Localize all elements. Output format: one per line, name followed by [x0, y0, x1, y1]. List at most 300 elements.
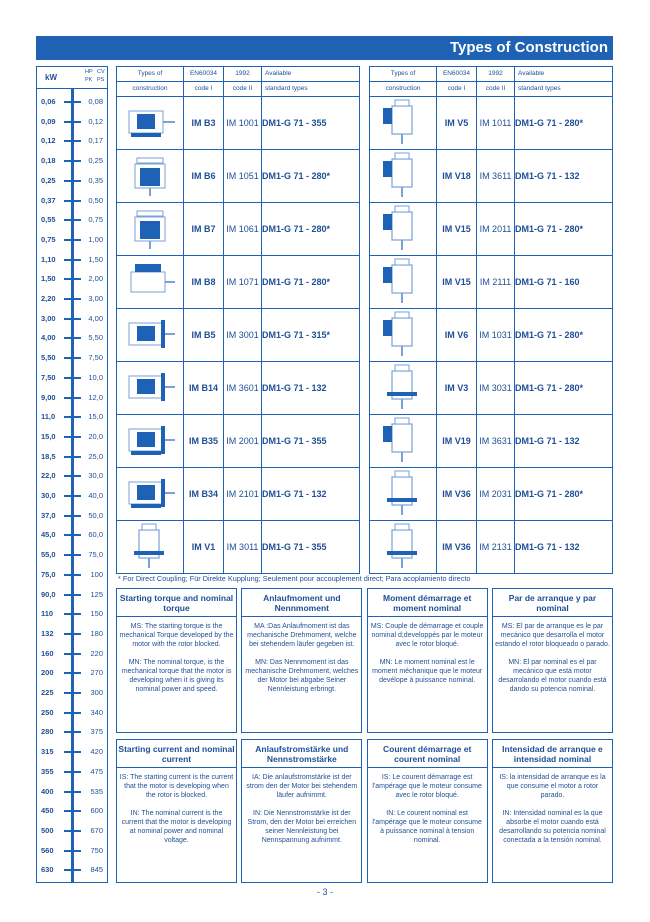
scale-row	[37, 432, 107, 442]
code-en60034: IM B35	[184, 415, 224, 468]
standard-types: DM1-G 71 - 280*	[262, 203, 360, 256]
construction-row	[117, 362, 360, 415]
standard-types: DM1-G 71 - 132	[515, 150, 613, 203]
definition-title: Anlaufstromstärke und Nennstromstärke	[242, 740, 361, 768]
scale-hp-value: 535	[90, 786, 103, 796]
scale-tick	[64, 495, 81, 497]
scale-kw-value: 37,0	[41, 510, 56, 520]
scale-kw-value: 2,20	[41, 294, 56, 303]
construction-row	[117, 521, 360, 574]
standard-types: DM1-G 71 - 355	[262, 415, 360, 468]
scale-kw-value: 0,09	[41, 116, 56, 126]
scale-tick	[64, 594, 81, 596]
definition-paragraph: MS: El par de arranque es le par mecánico que desarrolla el motor estando el rotor bloqueado o parado.	[495, 623, 610, 648]
definition-body	[242, 768, 361, 882]
scale-row	[37, 865, 107, 875]
scale-row	[37, 333, 107, 343]
construction-table-right	[369, 66, 613, 574]
scale-tick	[64, 357, 81, 359]
code-1992: IM 2111	[477, 256, 515, 309]
code-1992: IM 3031	[477, 362, 515, 415]
scale-tick	[64, 416, 81, 418]
scale-hp-value: 1,50	[88, 254, 103, 264]
code-en60034: IM B6	[184, 150, 224, 203]
scale-tick	[64, 298, 81, 300]
flange-motor-icon	[117, 309, 183, 361]
torque-definitions	[116, 588, 613, 733]
scale-kw-value: 0,55	[41, 215, 56, 225]
scale-hp-value: 670	[90, 825, 103, 835]
standard-types: DM1-G 71 - 132	[262, 468, 360, 521]
scale-tick	[64, 712, 81, 714]
scale-kw-value: 0,37	[41, 195, 56, 205]
scale-row	[37, 590, 107, 600]
header-types-of: Types of	[117, 67, 184, 82]
definition-paragraph: MS: Couple de démarrage et couple nominal d;developpés par le moteur avec le rotor bloqué.	[370, 623, 484, 648]
definition-paragraph: IN: Le courent nominal est l'ampérage que le moteur consume à puissance nominal à tension nominal.	[372, 810, 482, 844]
code-en60034: IM V18	[437, 150, 477, 203]
scale-kw-value: 560	[41, 845, 54, 855]
code-en60034: IM V6	[437, 309, 477, 362]
scale-row	[37, 117, 107, 127]
scale-hp-value: 420	[90, 747, 103, 757]
standard-types: DM1-G 71 - 355	[262, 521, 360, 574]
scale-tick	[64, 554, 81, 556]
foot-motor-icon	[117, 97, 183, 149]
scale-tick	[64, 534, 81, 536]
scale-row	[37, 787, 107, 797]
header-standard: standard types	[515, 82, 613, 97]
scale-hp-value: 12,0	[88, 392, 103, 402]
construction-row	[370, 362, 613, 415]
definition-box	[241, 588, 362, 733]
foot-face-motor-icon	[117, 468, 183, 520]
definition-paragraph: IS: la intensidad de arranque es la que consume el motor a rotor parado.	[499, 774, 606, 799]
definition-title: Intensidad de arranque e intensidad nominal	[493, 740, 612, 768]
wall-motor-icon	[117, 203, 183, 255]
scale-hp-value: 300	[90, 688, 103, 697]
power-conversion-scale	[36, 66, 108, 883]
scale-hp-value: 7,50	[88, 353, 103, 363]
scale-row	[37, 806, 107, 816]
construction-row	[117, 150, 360, 203]
scale-hp-value: 15,0	[88, 412, 103, 422]
code-1992: IM 2011	[477, 203, 515, 256]
construction-row	[117, 309, 360, 362]
scale-kw-value: 132	[41, 628, 54, 638]
scale-hp-value: 220	[90, 648, 103, 658]
scale-kw-value: 22,0	[41, 471, 56, 481]
code-1992: IM 1001	[224, 97, 262, 150]
scale-hp-value: 75,0	[88, 550, 103, 560]
scale-tick	[64, 436, 81, 438]
scale-row	[37, 826, 107, 836]
standard-types: DM1-G 71 - 132	[515, 415, 613, 468]
scale-row	[37, 747, 107, 757]
code-1992: IM 2001	[224, 415, 262, 468]
header-year: 1992	[477, 67, 515, 82]
scale-row	[37, 314, 107, 324]
vertical-flange-motor-icon	[370, 362, 436, 414]
construction-row	[117, 256, 360, 309]
scale-hp-value: 125	[90, 589, 103, 599]
definition-title: Starting current and nominal current	[117, 740, 236, 768]
scale-hp-value: 340	[90, 707, 103, 717]
code-1992: IM 1071	[224, 256, 262, 309]
scale-tick	[64, 160, 81, 162]
scale-unit-hp: HP	[85, 69, 93, 75]
scale-kw-value: 250	[41, 707, 54, 717]
definition-paragraph: IN: Die Nennstromstärke ist der Strom, den der Motor bei erreichen seiner Nennleistung bei Nennspannung aufnimmt.	[247, 810, 357, 844]
code-en60034: IM V3	[437, 362, 477, 415]
header-code1: code I	[437, 82, 477, 97]
standard-types: DM1-G 71 - 160	[515, 256, 613, 309]
construction-row	[370, 521, 613, 574]
scale-tick	[64, 456, 81, 458]
definition-title: Anlaufmoment und Nennmoment	[242, 589, 361, 617]
scale-row	[37, 136, 107, 146]
scale-kw-value: 0,12	[41, 136, 56, 146]
scale-hp-value: 20,0	[88, 431, 103, 441]
vertical-motor-icon	[370, 415, 436, 467]
header-available: Available	[262, 67, 360, 82]
scale-tick	[64, 731, 81, 733]
wall-motor-icon	[117, 150, 183, 202]
scale-kw-value: 30,0	[41, 491, 56, 500]
definition-paragraph: MA :Das Anlaufmoment ist das mechanische Drehmoment, welche bei stehendem läufer gegeben ist.	[247, 623, 357, 648]
scale-tick	[64, 180, 81, 182]
header-types-of: Types of	[370, 67, 437, 82]
scale-row	[37, 274, 107, 284]
definition-paragraph: MN: The nominal torque, is the mechanical torque that the motor is developing when it is giving its nominal power and speed.	[121, 659, 232, 693]
scale-hp-value: 30,0	[88, 471, 103, 481]
page-title: Types of Construction	[36, 36, 613, 60]
ceiling-motor-icon	[117, 256, 183, 308]
header-standard: standard types	[262, 82, 360, 97]
header-en: EN60034	[184, 67, 224, 82]
scale-hp-value: 0,12	[88, 116, 103, 126]
header-en: EN60034	[437, 67, 477, 82]
definition-box	[367, 739, 488, 883]
code-en60034: IM V15	[437, 256, 477, 309]
footnote: * For Direct Coupling; Für Direkte Kupplung; Seulement pour accouplement direct; Para acoplamiento directo	[118, 574, 471, 583]
scale-row	[37, 530, 107, 540]
definition-paragraph: IS: Le courent démarrage est l'ampérage que le moteur consume avec le rotor bloqué.	[372, 774, 482, 799]
scale-tick	[64, 830, 81, 832]
scale-row	[37, 353, 107, 363]
definition-title: Moment démarrage et moment nominal	[368, 589, 487, 617]
header-code2: code II	[477, 82, 515, 97]
standard-types: DM1-G 71 - 280*	[262, 150, 360, 203]
scale-hp-value: 475	[90, 766, 103, 776]
definition-box	[116, 739, 237, 883]
definition-title: Courent démarrage et courent nominal	[368, 740, 487, 768]
definition-paragraph: MS: The starting torque is the mechanical Torque developed by the motor with the rotor blocked.	[119, 623, 234, 648]
scale-unit-pk: PK	[85, 77, 93, 83]
scale-tick	[64, 771, 81, 773]
scale-tick	[64, 397, 81, 399]
scale-tick	[64, 515, 81, 517]
scale-row	[37, 471, 107, 481]
scale-kw-value: 0,25	[41, 175, 56, 185]
standard-types: DM1-G 71 - 280*	[515, 309, 613, 362]
scale-row	[37, 846, 107, 856]
vertical-flange-motor-icon	[370, 521, 436, 573]
scale-row	[37, 452, 107, 462]
scale-hp-value: 10,0	[88, 372, 103, 382]
scale-kw-value: 7,50	[41, 372, 56, 382]
standard-types: DM1-G 71 - 280*	[515, 203, 613, 256]
construction-row	[117, 468, 360, 521]
header-construction: construction	[117, 82, 184, 97]
scale-tick	[64, 337, 81, 339]
definition-box	[241, 739, 362, 883]
definition-paragraph: MN: Le moment nominal est le moment méchanique que le moteur devélope à puissance nominal.	[372, 659, 483, 684]
scale-kw-value: 5,50	[41, 353, 56, 363]
definition-body	[493, 768, 612, 882]
construction-row	[370, 256, 613, 309]
scale-tick	[64, 239, 81, 241]
scale-unit-ps: PS	[97, 77, 105, 83]
scale-row	[37, 688, 107, 698]
header-year: 1992	[224, 67, 262, 82]
scale-kw-value: 400	[41, 786, 54, 796]
scale-tick	[64, 101, 81, 103]
scale-tick	[64, 850, 81, 852]
definition-title: Par de arranque y par nominal	[493, 589, 612, 617]
scale-tick	[64, 574, 81, 576]
scale-header	[37, 67, 107, 89]
code-en60034: IM B34	[184, 468, 224, 521]
code-1992: IM 2031	[477, 468, 515, 521]
scale-kw-value: 110	[41, 609, 54, 619]
scale-hp-value: 0,17	[88, 136, 103, 146]
construction-row	[117, 203, 360, 256]
foot-flange-motor-icon	[117, 415, 183, 467]
vertical-motor-icon	[370, 97, 436, 149]
construction-row	[370, 97, 613, 150]
scale-kw-value: 4,00	[41, 333, 56, 343]
code-en60034: IM V19	[437, 415, 477, 468]
vertical-motor-icon	[370, 309, 436, 361]
standard-types: DM1-G 71 - 315*	[262, 309, 360, 362]
scale-hp-value: 600	[90, 806, 103, 816]
scale-kw-value: 200	[41, 668, 54, 678]
vertical-flange-motor-icon	[117, 521, 183, 573]
standard-types: DM1-G 71 - 355	[262, 97, 360, 150]
scale-row	[37, 629, 107, 639]
scale-tick	[64, 692, 81, 694]
code-en60034: IM V36	[437, 468, 477, 521]
code-en60034: IM V1	[184, 521, 224, 574]
scale-kw-value: 500	[41, 825, 54, 835]
code-1992: IM 2131	[477, 521, 515, 574]
construction-row	[370, 203, 613, 256]
definition-box	[116, 588, 237, 733]
code-1992: IM 3611	[477, 150, 515, 203]
scale-row	[37, 255, 107, 265]
scale-hp-value: 40,0	[88, 491, 103, 500]
scale-tick	[64, 613, 81, 615]
scale-tick	[64, 869, 81, 871]
scale-row	[37, 727, 107, 737]
definition-paragraph: MN: El par nominal es el par mecánico que está motor desarrolando el motor cuando está dando su potencia nominal.	[498, 659, 607, 693]
definition-body	[242, 617, 361, 732]
scale-tick	[64, 751, 81, 753]
scale-row	[37, 609, 107, 619]
scale-tick	[64, 475, 81, 477]
scale-kw-value: 0,18	[41, 156, 56, 166]
definition-paragraph: IS: The starting current is the current that the motor is developing when the rotor is blocked.	[119, 774, 234, 799]
code-en60034: IM V5	[437, 97, 477, 150]
scale-tick	[64, 140, 81, 142]
scale-row	[37, 294, 107, 304]
scale-row	[37, 491, 107, 501]
definition-box	[367, 588, 488, 733]
scale-row	[37, 668, 107, 678]
scale-kw-value: 45,0	[41, 530, 56, 540]
definition-paragraph: MN: Das Nennmoment ist das mechanische Drehmoment, welches der Motor bei abgabe Seiner Nennleistung erbringt.	[245, 659, 359, 693]
definition-body	[117, 617, 236, 732]
code-en60034: IM B5	[184, 309, 224, 362]
scale-kw-value: 280	[41, 727, 54, 737]
scale-row	[37, 215, 107, 225]
scale-hp-value: 750	[90, 845, 103, 855]
scale-tick	[64, 810, 81, 812]
code-1992: IM 3001	[224, 309, 262, 362]
scale-tick	[64, 791, 81, 793]
scale-hp-value: 270	[90, 668, 103, 678]
code-1992: IM 2101	[224, 468, 262, 521]
code-1992: IM 1061	[224, 203, 262, 256]
scale-hp-value: 2,00	[88, 274, 103, 284]
scale-kw-value: 450	[41, 806, 54, 816]
scale-tick	[64, 318, 81, 320]
scale-tick	[64, 278, 81, 280]
definition-paragraph: IN: Intensidad nominal es la que absorbe el motor cuando está desarrollando su potencia nominal conectada a la tensión nominal.	[499, 810, 606, 844]
scale-row	[37, 708, 107, 718]
scale-kw-value: 11,0	[41, 412, 56, 422]
construction-row	[370, 415, 613, 468]
scale-row	[37, 570, 107, 580]
code-en60034: IM B14	[184, 362, 224, 415]
scale-tick	[64, 653, 81, 655]
scale-kw-value: 160	[41, 648, 54, 658]
scale-kw-value: 18,5	[41, 451, 56, 461]
scale-kw-value: 225	[41, 688, 54, 697]
vertical-motor-icon	[370, 150, 436, 202]
scale-row	[37, 176, 107, 186]
code-en60034: IM V15	[437, 203, 477, 256]
scale-hp-value: 50,0	[88, 510, 103, 520]
scale-tick	[64, 219, 81, 221]
scale-kw-value: 315	[41, 747, 54, 757]
scale-hp-value: 180	[90, 628, 103, 638]
header-construction: construction	[370, 82, 437, 97]
construction-row	[370, 309, 613, 362]
current-definitions	[116, 739, 613, 883]
scale-hp-value: 150	[90, 609, 103, 619]
scale-tick	[64, 633, 81, 635]
definition-paragraph: IA: Die anlaufstromstärke ist der strom den der Motor bei stehendem läufer aufnimmt.	[246, 774, 358, 799]
code-1992: IM 3601	[224, 362, 262, 415]
scale-row	[37, 393, 107, 403]
scale-kw-value: 0,75	[41, 234, 56, 244]
scale-tick	[64, 377, 81, 379]
construction-row	[370, 150, 613, 203]
scale-hp-value: 60,0	[88, 530, 103, 540]
scale-kw-value: 75,0	[41, 569, 56, 579]
scale-hp-value: 100	[90, 569, 103, 579]
scale-hp-value: 0,25	[88, 156, 103, 166]
scale-kw-value: 0,06	[41, 97, 56, 106]
definition-box	[492, 739, 613, 883]
scale-row	[37, 196, 107, 206]
code-1992: IM 1051	[224, 150, 262, 203]
scale-kw-value: 9,00	[41, 392, 56, 402]
standard-types: DM1-G 71 - 280*	[515, 97, 613, 150]
vertical-motor-icon	[370, 256, 436, 308]
scale-hp-value: 0,08	[88, 97, 103, 106]
scale-tick	[64, 200, 81, 202]
standard-types: DM1-G 71 - 280*	[262, 256, 360, 309]
scale-hp-value: 0,50	[88, 195, 103, 205]
scale-row	[37, 156, 107, 166]
page-number: - 3 -	[316, 887, 333, 897]
scale-kw-label: kW	[45, 73, 57, 82]
code-1992: IM 1011	[477, 97, 515, 150]
construction-table-left	[116, 66, 360, 574]
scale-hp-value: 375	[90, 727, 103, 737]
scale-tick	[64, 672, 81, 674]
construction-row	[370, 468, 613, 521]
code-1992: IM 3631	[477, 415, 515, 468]
scale-row	[37, 97, 107, 107]
standard-types: DM1-G 71 - 280*	[515, 468, 613, 521]
scale-hp-value: 0,75	[88, 215, 103, 225]
code-en60034: IM B8	[184, 256, 224, 309]
scale-row	[37, 373, 107, 383]
scale-axis-line	[71, 89, 74, 882]
scale-row	[37, 550, 107, 560]
definition-paragraph: IN: The nominal current is the current that the motor is developing at nominal power and nominal voltage.	[121, 810, 232, 844]
scale-kw-value: 355	[41, 766, 54, 776]
code-en60034: IM V36	[437, 521, 477, 574]
header-code2: code II	[224, 82, 262, 97]
scale-kw-value: 55,0	[41, 550, 56, 560]
scale-row	[37, 235, 107, 245]
vertical-flange-motor-icon	[370, 468, 436, 520]
standard-types: DM1-G 71 - 280*	[515, 362, 613, 415]
definition-body	[368, 768, 487, 882]
face-motor-icon	[117, 362, 183, 414]
scale-kw-value: 630	[41, 865, 54, 875]
code-1992: IM 3011	[224, 521, 262, 574]
definition-body	[493, 617, 612, 732]
scale-unit-cv: CV	[97, 69, 105, 75]
definition-title: Starting torque and nominal torque	[117, 589, 236, 617]
header-available: Available	[515, 67, 613, 82]
scale-hp-value: 5,50	[88, 333, 103, 343]
scale-hp-value: 0,35	[88, 175, 103, 185]
scale-kw-value: 1,50	[41, 274, 56, 284]
code-en60034: IM B7	[184, 203, 224, 256]
code-1992: IM 1031	[477, 309, 515, 362]
scale-hp-value: 845	[90, 865, 103, 875]
scale-hp-value: 25,0	[88, 451, 103, 461]
scale-row	[37, 767, 107, 777]
scale-row	[37, 412, 107, 422]
